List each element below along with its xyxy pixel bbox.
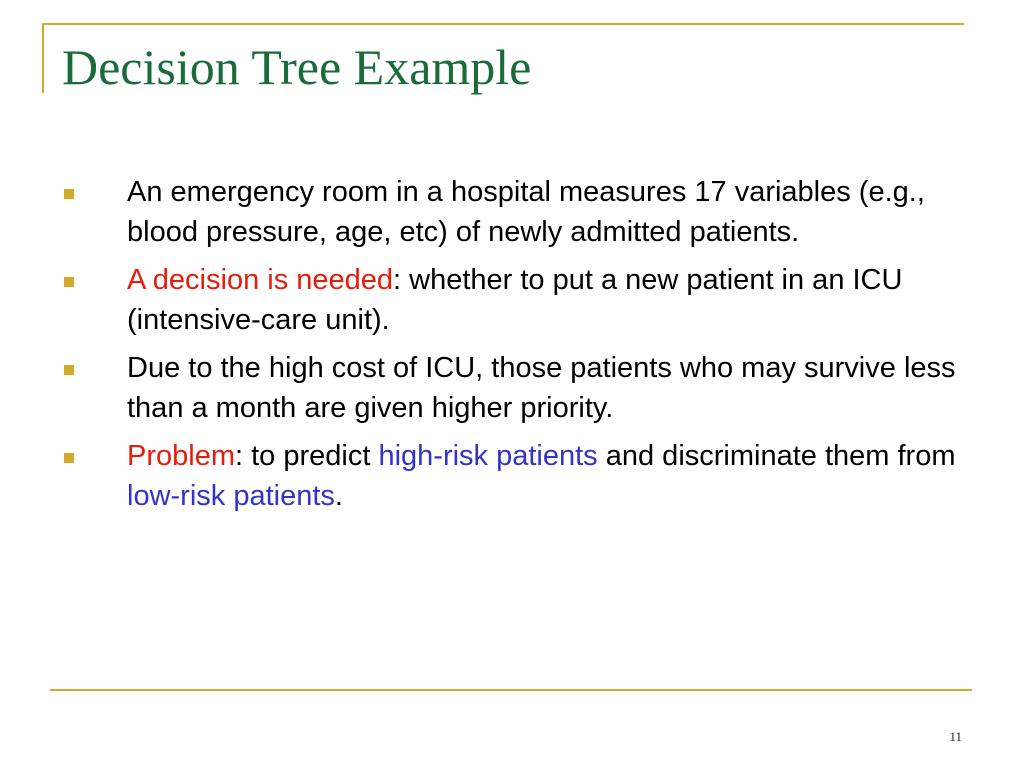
bullet-text: : whether to put a new patient in an ICU (intensive-care unit).	[127, 264, 903, 336]
highlight-text: A decision is needed	[127, 264, 394, 296]
bullet-item	[58, 348, 968, 428]
bottom-rule	[50, 689, 972, 691]
bullet-text: and discriminate them from	[597, 440, 956, 472]
square-bullet-icon	[64, 365, 74, 375]
square-bullet-icon	[64, 277, 74, 287]
highlight-text: Problem	[127, 440, 235, 472]
left-rule	[42, 23, 44, 93]
bullet-text: .	[334, 480, 343, 512]
bullet-text: : to predict	[235, 440, 379, 472]
top-rule	[42, 23, 964, 25]
bullet-list	[58, 172, 968, 524]
bullet-text: An emergency room in a hospital measures 17 variables (e.g., blood pressure, age, etc) of newly admitted patients.	[127, 176, 925, 248]
bullet-text: Due to the high cost of ICU, those patients who may survive less than a month are given higher priority.	[127, 352, 956, 424]
emphasis-text: high-risk patients	[378, 440, 598, 472]
bullet-item	[58, 172, 968, 252]
emphasis-text: low-risk patients	[127, 480, 335, 512]
slide-title: Decision Tree Example	[62, 39, 532, 95]
bullet-item	[58, 436, 968, 516]
bullet-item	[58, 260, 968, 340]
page-number: 11	[949, 729, 962, 744]
square-bullet-icon	[64, 189, 74, 199]
square-bullet-icon	[64, 453, 74, 463]
